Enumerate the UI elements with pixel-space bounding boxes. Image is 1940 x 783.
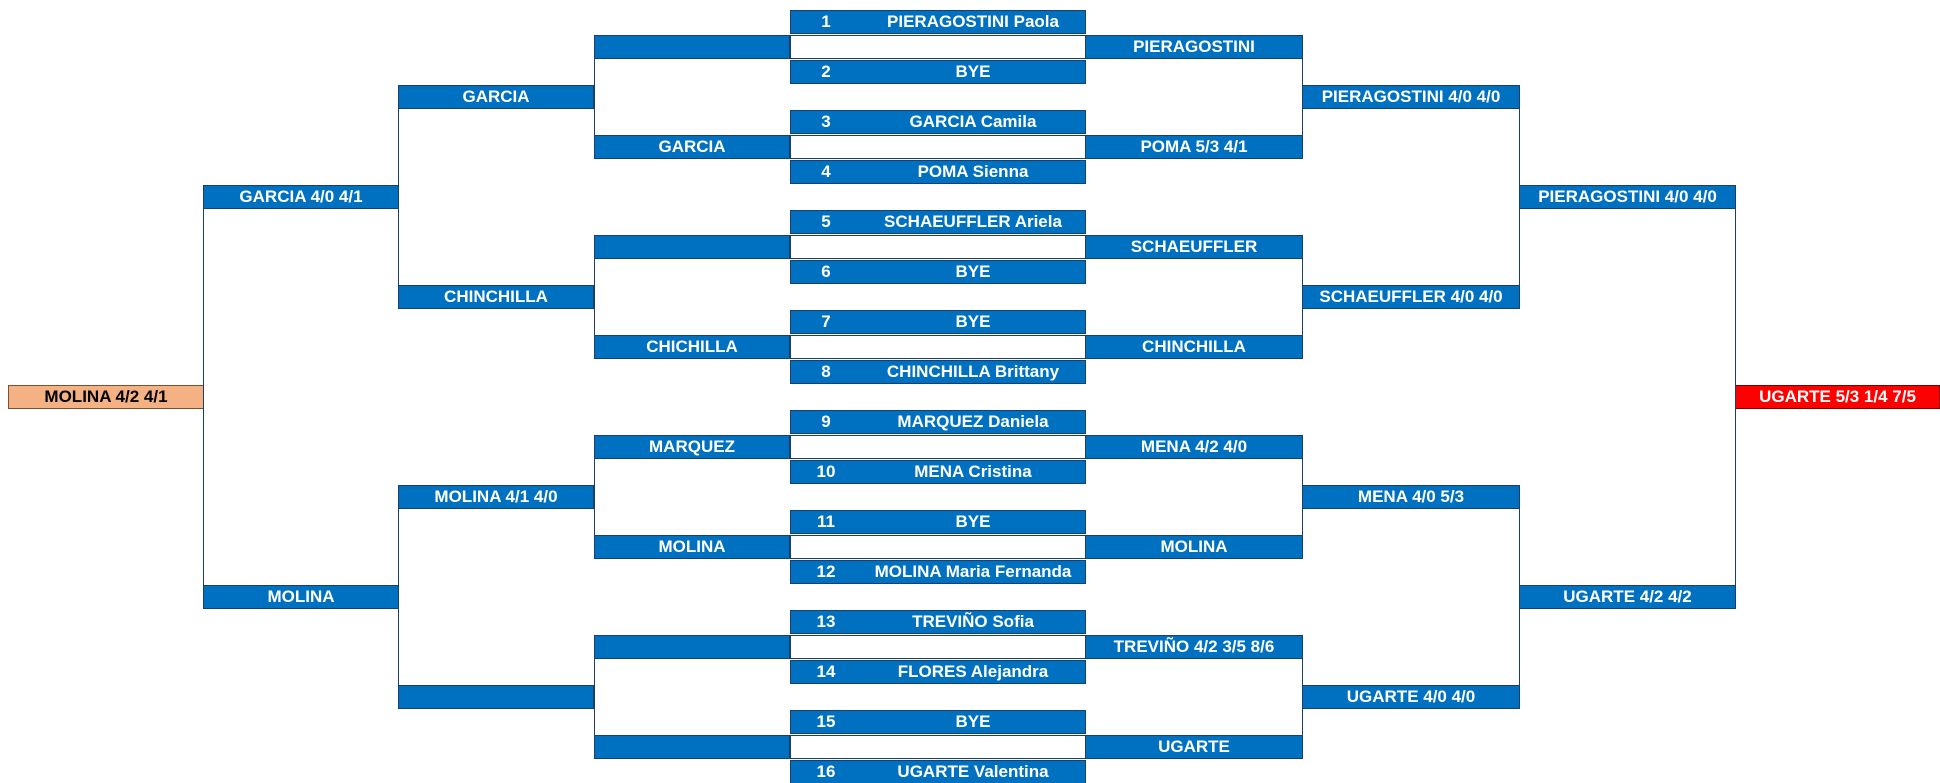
- player-seed: 14: [816, 662, 836, 681]
- right-round1-result: TREVIÑO 4/2 3/5 8/6: [1085, 635, 1303, 659]
- bracket-connector: [1302, 447, 1303, 547]
- right-round1-result: SCHAEUFFLER: [1085, 235, 1303, 259]
- left-round2-result: [398, 685, 594, 709]
- player-seed: 10: [816, 462, 836, 481]
- bracket-connector: [1519, 497, 1520, 697]
- left-round3-result: MOLINA: [203, 585, 399, 609]
- player-seed: 16: [816, 762, 836, 781]
- match-gap: [790, 135, 1086, 159]
- bracket-connector: [1519, 97, 1520, 297]
- bracket-connector: [398, 497, 399, 697]
- bracket-connector: [1302, 47, 1303, 147]
- left-round1-result: GARCIA: [594, 135, 790, 159]
- left-round1-result: MOLINA: [594, 535, 790, 559]
- bracket-connector: [594, 447, 595, 547]
- player-name: TREVIÑO Sofia: [912, 612, 1034, 631]
- player-seed: 11: [817, 512, 835, 531]
- player-seed: 15: [816, 712, 836, 731]
- player-entry: [790, 660, 1086, 684]
- bracket-connector: [594, 247, 595, 347]
- right-round1-result: MENA 4/2 4/0: [1085, 435, 1303, 459]
- bracket-connector: [203, 197, 204, 597]
- player-seed: 2: [821, 62, 831, 81]
- player-entry: [790, 410, 1086, 434]
- left-round1-result: [594, 35, 790, 59]
- player-entry: [790, 460, 1086, 484]
- right-round1-result: CHINCHILLA: [1085, 335, 1303, 359]
- left-round1-result: MARQUEZ: [594, 435, 790, 459]
- left-round3-result: GARCIA 4/0 4/1: [203, 185, 399, 209]
- right-round2-result: SCHAEUFFLER 4/0 4/0: [1302, 285, 1520, 309]
- left-round1-result: [594, 635, 790, 659]
- left-round2-result: CHINCHILLA: [398, 285, 594, 309]
- right-round2-result: PIERAGOSTINI 4/0 4/0: [1302, 85, 1520, 109]
- player-name: MARQUEZ Daniela: [897, 412, 1049, 431]
- right-round1-result: PIERAGOSTINI: [1085, 35, 1303, 59]
- player-entry: [790, 610, 1086, 634]
- player-entry: [790, 10, 1086, 34]
- player-name: PIERAGOSTINI Paola: [887, 12, 1059, 31]
- bracket-connector: [594, 647, 595, 747]
- left-round1-result: [594, 235, 790, 259]
- player-entry: [790, 360, 1086, 384]
- match-gap: [790, 235, 1086, 259]
- bracket-connector: [594, 47, 595, 147]
- player-entry: [790, 60, 1086, 84]
- player-name: BYE: [955, 712, 991, 731]
- player-entry: [790, 260, 1086, 284]
- left-champion: MOLINA 4/2 4/1: [8, 385, 204, 409]
- player-seed: 3: [821, 112, 831, 131]
- bracket-connector: [1735, 197, 1736, 597]
- match-gap: [790, 635, 1086, 659]
- right-round2-result: UGARTE 4/0 4/0: [1302, 685, 1520, 709]
- player-name: BYE: [955, 312, 991, 331]
- match-gap: [790, 435, 1086, 459]
- player-seed: 12: [816, 562, 836, 581]
- player-entry: [790, 210, 1086, 234]
- bracket-connector: [1302, 247, 1303, 347]
- player-name: POMA Sienna: [917, 162, 1029, 181]
- match-gap: [790, 735, 1086, 759]
- left-round1-result: CHICHILLA: [594, 335, 790, 359]
- player-entry: [790, 310, 1086, 334]
- player-name: BYE: [955, 62, 991, 81]
- player-entry: [790, 560, 1086, 584]
- bracket-connector: [1302, 647, 1303, 747]
- match-gap: [790, 535, 1086, 559]
- player-entry: [790, 710, 1086, 734]
- player-entry: [790, 760, 1086, 783]
- player-name: BYE: [955, 512, 991, 531]
- right-round1-result: MOLINA: [1085, 535, 1303, 559]
- player-name: CHINCHILLA Brittany: [886, 362, 1060, 381]
- player-name: UGARTE Valentina: [897, 762, 1049, 781]
- left-round2-result: MOLINA 4/1 4/0: [398, 485, 594, 509]
- player-name: MENA Cristina: [914, 462, 1032, 481]
- player-seed: 13: [816, 612, 836, 631]
- right-round1-result: POMA 5/3 4/1: [1085, 135, 1303, 159]
- right-round3-result: PIERAGOSTINI 4/0 4/0: [1519, 185, 1736, 209]
- player-seed: 1: [821, 12, 831, 31]
- player-seed: 4: [821, 162, 831, 181]
- right-round3-result: UGARTE 4/2 4/2: [1519, 585, 1736, 609]
- left-round2-result: GARCIA: [398, 85, 594, 109]
- player-name: BYE: [955, 262, 991, 281]
- player-seed: 8: [821, 362, 831, 381]
- bracket-connector: [398, 97, 399, 297]
- player-name: GARCIA Camila: [909, 112, 1037, 131]
- right-round1-result: UGARTE: [1085, 735, 1303, 759]
- left-round1-result: [594, 735, 790, 759]
- right-champion: UGARTE 5/3 1/4 7/5: [1735, 385, 1940, 409]
- player-name: MOLINA Maria Fernanda: [874, 562, 1072, 581]
- player-seed: 9: [821, 412, 831, 431]
- match-gap: [790, 335, 1086, 359]
- player-entry: [790, 110, 1086, 134]
- player-seed: 6: [821, 262, 831, 281]
- right-round2-result: MENA 4/0 5/3: [1302, 485, 1520, 509]
- player-entry: [790, 510, 1086, 534]
- player-seed: 5: [821, 212, 831, 231]
- player-entry: [790, 160, 1086, 184]
- player-name: FLORES Alejandra: [897, 662, 1049, 681]
- match-gap: [790, 35, 1086, 59]
- player-name: SCHAEUFFLER Ariela: [884, 212, 1062, 231]
- player-seed: 7: [821, 312, 831, 331]
